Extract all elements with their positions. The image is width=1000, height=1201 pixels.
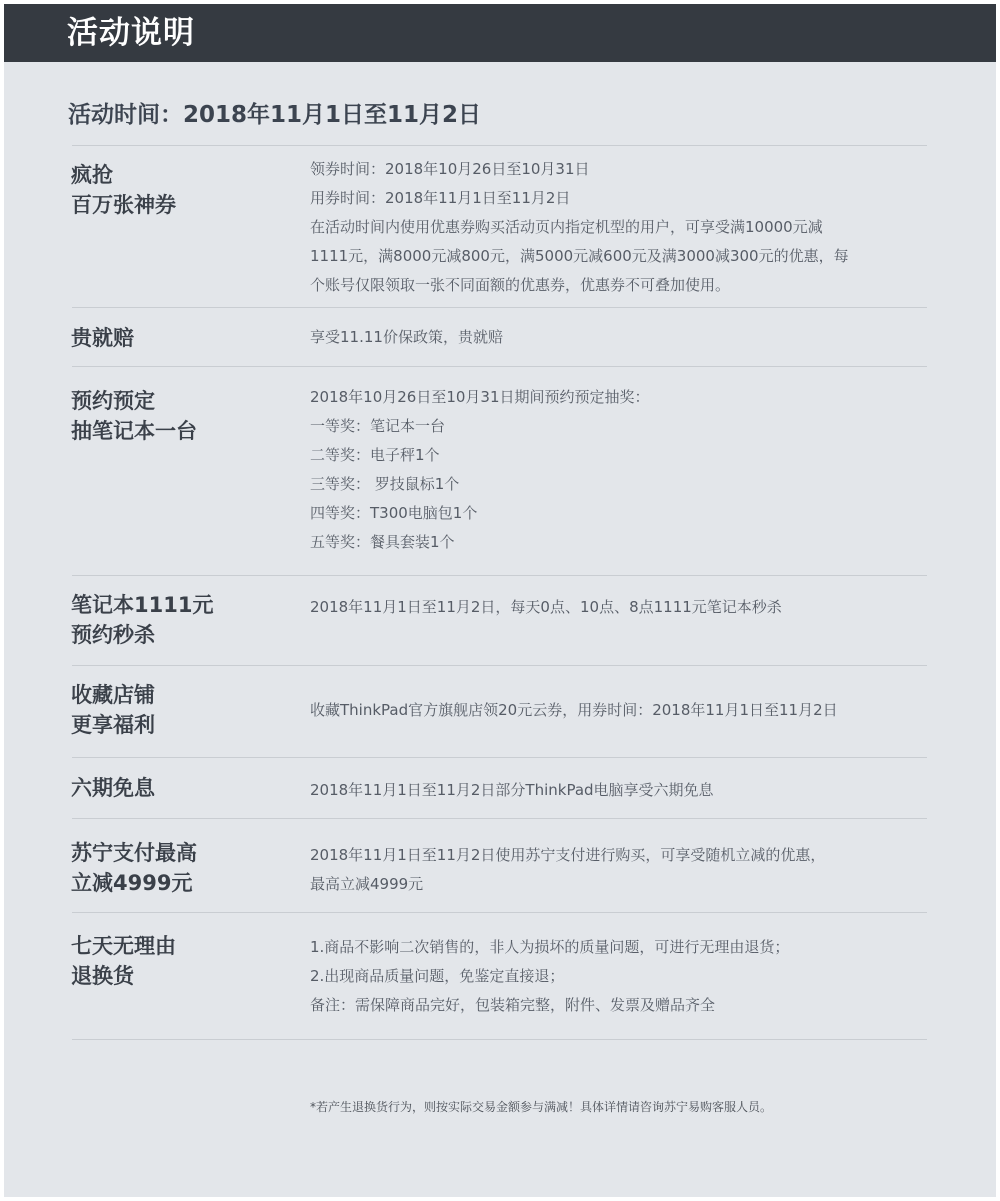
divider: [72, 912, 927, 913]
divider: [72, 818, 927, 819]
section-title: 疯抢 百万张神券: [71, 163, 176, 217]
divider: [72, 1039, 927, 1040]
page-title: 活动说明: [67, 15, 195, 51]
activity-panel: [4, 4, 996, 1197]
section-body: 1.商品不影响二次销售的，非人为损坏的质量问题，可进行无理由退货； 2.出现商品质量问题，免鉴定直接退； 备注：需保障商品完好，包装箱完整，附件、发票及赠品齐全: [310, 938, 790, 1014]
section-title: 预约预定 抽笔记本一台: [71, 389, 197, 443]
divider: [72, 307, 927, 308]
section-body: 享受11.11价保政策，贵就赔: [310, 328, 503, 346]
header-bar: [4, 4, 996, 62]
section-title: 苏宁支付最高 立减4999元: [71, 841, 197, 895]
section-body: 2018年11月1日至11月2日部分ThinkPad电脑享受六期免息: [310, 781, 714, 799]
section-body: 2018年11月1日至11月2日使用苏宁支付进行购买，可享受随机立减的优惠， 最高立减4999元: [310, 846, 826, 893]
section-title: 七天无理由 退换货: [71, 934, 176, 988]
section-body: 收藏ThinkPad官方旗舰店领20元云券，用券时间：2018年11月1日至11月2日: [310, 701, 838, 719]
divider: [72, 145, 927, 146]
section-title: 六期免息: [71, 776, 155, 800]
section-title: 收藏店铺 更享福利: [71, 683, 155, 737]
section-body: 2018年11月1日至11月2日，每天0点、10点、8点1111元笔记本秒杀: [310, 598, 782, 616]
section-title: 贵就赔: [71, 326, 134, 350]
event-time: 活动时间：2018年11月1日至11月2日: [68, 102, 482, 128]
divider: [72, 665, 927, 666]
divider: [72, 575, 927, 576]
divider: [72, 757, 927, 758]
section-title: 笔记本1111元 预约秒杀: [71, 593, 214, 647]
divider: [72, 366, 927, 367]
section-body: 领券时间：2018年10月26日至10月31日 用券时间：2018年11月1日至11月2日 在活动时间内使用优惠券购买活动页内指定机型的用户，可享受满10000元减 1111元，满8000元减800元，满5000元减600元及满3000减300元的优惠，每 个账号仅限领取一张不同面额的优惠券，优惠券不可叠加使用。: [310, 160, 849, 294]
footnote: *若产生退换货行为，则按实际交易金额参与满减！具体详情请咨询苏宁易购客服人员。: [310, 1100, 773, 1114]
section-body: 2018年10月26日至10月31日期间预约预定抽奖： 一等奖：笔记本一台 二等奖：电子秤1个 三等奖： 罗技鼠标1个 四等奖：T300电脑包1个 五等奖：餐具套装1个: [310, 388, 650, 551]
